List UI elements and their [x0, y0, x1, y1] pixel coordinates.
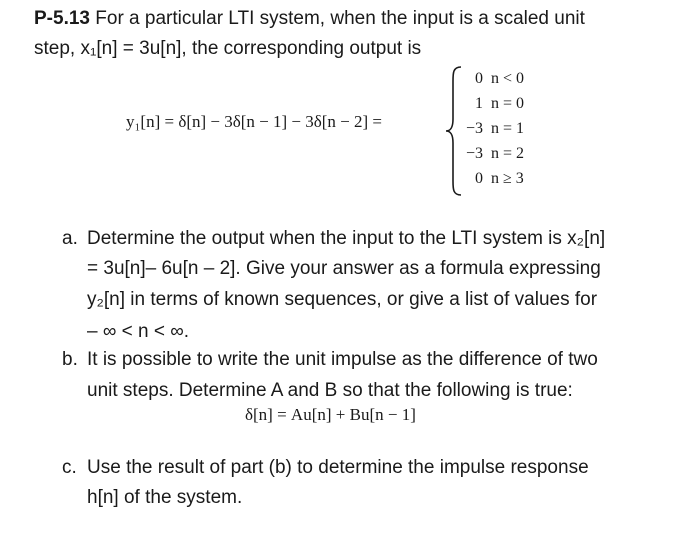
part-a-line-4: – ∞ < n < ∞. [87, 321, 190, 342]
case-row: −3 n = 2 [465, 145, 525, 162]
case-row: 0 n ≥ 3 [475, 170, 524, 187]
part-c-letter: c. [62, 457, 77, 478]
output-equation-lhs: y₁[n] = δ[n] − 3δ[n − 1] − 3δ[n − 2] = [126, 112, 383, 131]
part-a-line-2: = 3u[n]– 6u[n – 2]. Give your answer as a formula expressing [87, 258, 601, 279]
intro-line-2: step, x₁[n] = 3u[n], the corresponding output is [34, 38, 422, 59]
intro-line-1: For a particular LTI system, when the input is a scaled unit [95, 8, 585, 29]
case-row: −3 n = 1 [465, 120, 525, 137]
part-a-line-3: y₂[n] in terms of known sequences, or give a list of values for [87, 289, 598, 310]
problem-number: P-5.13 [34, 8, 90, 29]
problem-intro [34, 4, 674, 64]
part-c-line-2: h[n] of the system. [87, 487, 243, 508]
part-a-letter: a. [62, 228, 78, 249]
case-row: 0 n < 0 [475, 70, 525, 87]
part-c-line-1: Use the result of part (b) to determine the impulse response [87, 457, 589, 478]
part-b-line-2: unit steps. Determine A and B so that the following is true: [87, 380, 573, 401]
impulse-equation: δ[n] = Au[n] + Bu[n − 1] [245, 405, 416, 424]
part-b-letter: b. [62, 349, 78, 370]
part-a-line-1: Determine the output when the input to the LTI system is x₂[n] [87, 228, 606, 249]
part-b-line-1: It is possible to write the unit impulse as the difference of two [87, 349, 598, 370]
case-row: 1 n = 0 [475, 95, 525, 112]
